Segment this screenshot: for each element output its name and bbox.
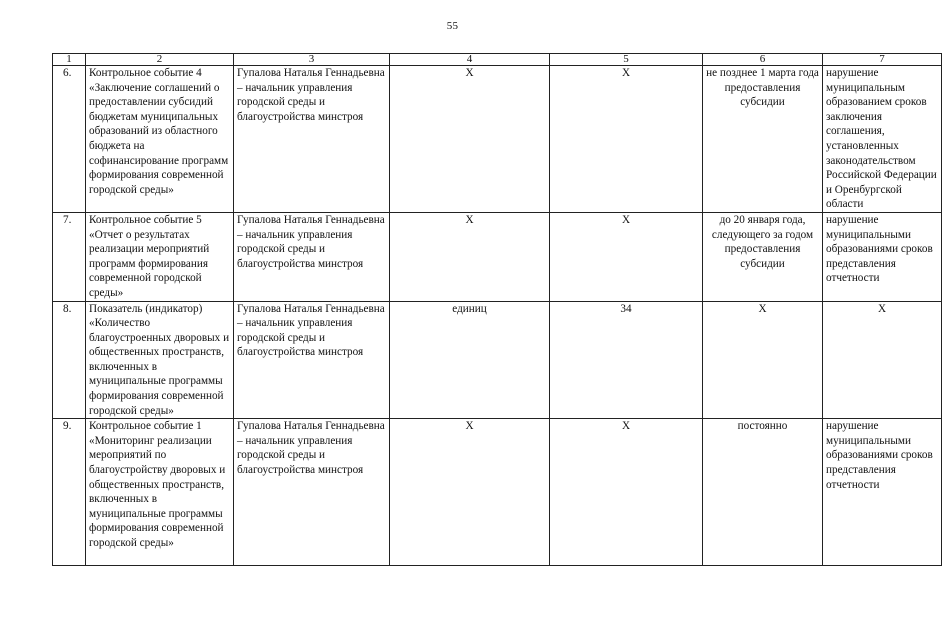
violation-cell: нарушение муниципальным образованием сроков заключения соглашения, установленных законодательством Российской Федерации и Оренбургской области <box>823 66 942 213</box>
header-cell-5: 5 <box>550 54 703 66</box>
table-row <box>53 419 942 566</box>
table-row <box>53 301 942 419</box>
header-cell-1: 1 <box>53 54 86 66</box>
header-cell-7: 7 <box>823 54 942 66</box>
responsible-person: Гупалова Наталья Геннадьевна – начальник управления городской среды и благоустройства минстроя <box>234 301 390 419</box>
violation-cell: X <box>823 301 942 419</box>
page-number: 55 <box>446 20 459 32</box>
row-number: 9. <box>53 419 86 566</box>
deadline-cell: не позднее 1 марта года предоставления субсидии <box>703 66 823 213</box>
header-cell-4: 4 <box>390 54 550 66</box>
event-name: Контрольное событие 4 «Заключение соглашений о предоставлении субсидий бюджетам муниципальных образований из областного бюджета на софинансирование программ формирования современной городской среды» <box>86 66 234 213</box>
unit-cell: единиц <box>390 301 550 419</box>
unit-cell: X <box>390 66 550 213</box>
value-cell: 34 <box>550 301 703 419</box>
table-row <box>53 212 942 301</box>
responsible-person: Гупалова Наталья Геннадьевна – начальник управления городской среды и благоустройства минстроя <box>234 66 390 213</box>
violation-cell: нарушение муниципальными образованиями сроков представления отчетности <box>823 212 942 301</box>
header-row <box>53 54 942 66</box>
table-row <box>53 66 942 213</box>
violation-cell: нарушение муниципальными образованиями сроков представления отчетности <box>823 419 942 566</box>
unit-cell: X <box>390 419 550 566</box>
event-name: Показатель (индикатор) «Количество благоустроенных дворовых и общественных пространств, включенных в муниципальные программы формирования современной городской среды» <box>86 301 234 419</box>
row-number: 8. <box>53 301 86 419</box>
deadline-cell: постоянно <box>703 419 823 566</box>
row-number: 6. <box>53 66 86 213</box>
deadline-cell: X <box>703 301 823 419</box>
control-events-table <box>52 53 942 566</box>
event-name: Контрольное событие 1 «Мониторинг реализации мероприятий по благоустройству дворовых и общественных пространств, включенных в муниципальные программы формирования современной городской среды» <box>86 419 234 566</box>
responsible-person: Гупалова Наталья Геннадьевна – начальник управления городской среды и благоустройства минстроя <box>234 419 390 566</box>
deadline-cell: до 20 января года, следующего за годом предоставления субсидии <box>703 212 823 301</box>
responsible-person: Гупалова Наталья Геннадьевна – начальник управления городской среды и благоустройства минстроя <box>234 212 390 301</box>
row-number: 7. <box>53 212 86 301</box>
header-cell-3: 3 <box>234 54 390 66</box>
unit-cell: X <box>390 212 550 301</box>
header-cell-6: 6 <box>703 54 823 66</box>
event-name: Контрольное событие 5 «Отчет о результатах реализации мероприятий программ формирования современной городской среды» <box>86 212 234 301</box>
value-cell: X <box>550 66 703 213</box>
header-cell-2: 2 <box>86 54 234 66</box>
value-cell: X <box>550 212 703 301</box>
value-cell: X <box>550 419 703 566</box>
